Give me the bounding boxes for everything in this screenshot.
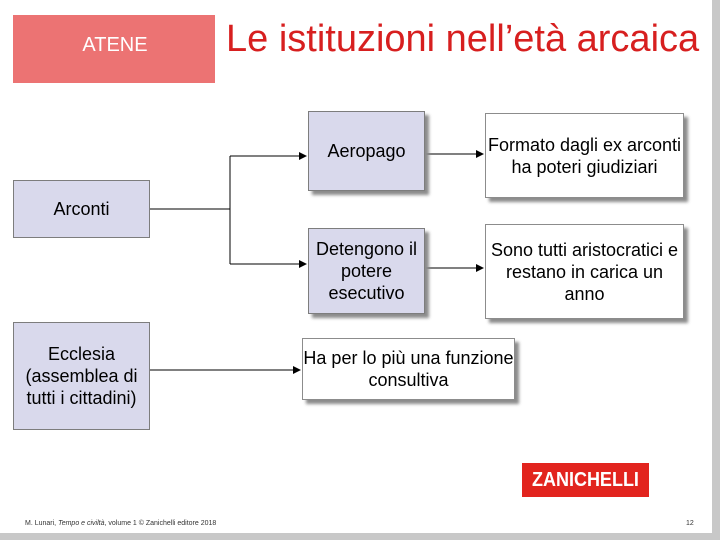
formato-box <box>485 113 684 198</box>
slide-title: Le istituzioni nell’età arcaica <box>226 18 700 60</box>
formato-label: Formato dagli ex arconti ha poteri giudiziari <box>487 134 682 177</box>
footer-credit <box>25 520 216 527</box>
sono-tutti-label: Sono tutti aristocratici e restano in carica un anno <box>490 239 679 304</box>
sono-tutti-box <box>485 224 684 319</box>
section-label: ATENE <box>82 34 148 56</box>
aeropago-box <box>308 111 425 191</box>
consultiva-label: Ha per lo più una funzione consultiva <box>303 348 514 390</box>
detengono-box <box>308 228 425 314</box>
page-number: 12 <box>686 520 694 527</box>
credit-publisher: , volume 1 © Zanichelli editore 2018 <box>104 520 217 527</box>
zanichelli-logo <box>522 463 649 497</box>
logo-text: ZANICHELLI <box>531 468 639 491</box>
credit-author: M. Lunari, <box>25 520 59 527</box>
ecclesia-label: Ecclesia (assemblea di tutti i cittadini) <box>25 344 138 408</box>
aeropago-label: Aeropago <box>327 141 406 161</box>
credit-book-title: Tempo e civiltà <box>58 520 105 527</box>
arconti-label: Arconti <box>53 199 110 219</box>
consultiva-box <box>302 338 515 400</box>
arconti-box <box>13 180 150 238</box>
detengono-label: Detengono il potere esecutivo <box>315 239 418 303</box>
ecclesia-box <box>13 322 150 430</box>
